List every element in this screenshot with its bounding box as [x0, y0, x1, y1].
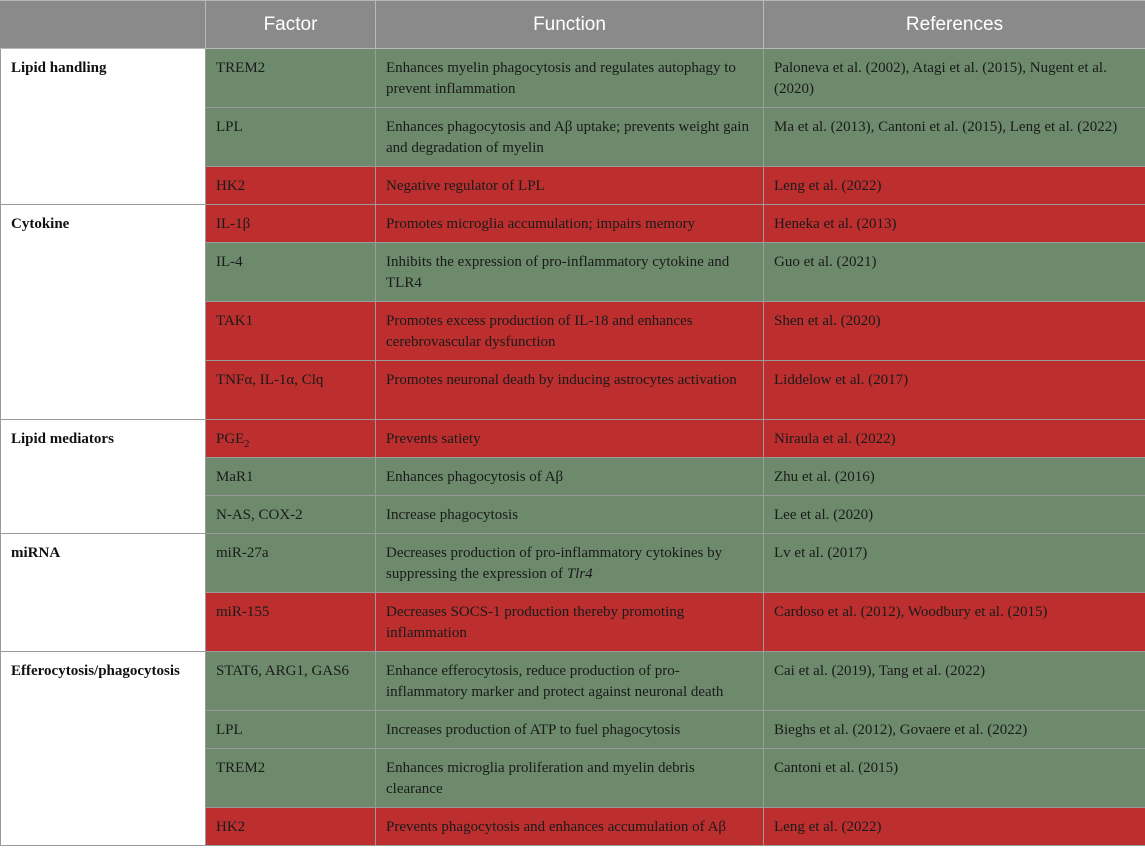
references-cell: Heneka et al. (2013) — [764, 205, 1145, 243]
function-text: Decreases production of pro-inflammatory cytokines by suppressing the expression of — [386, 545, 723, 582]
table-row — [1, 652, 1145, 711]
header-row — [1, 1, 1145, 49]
factor-cell: LPL — [206, 108, 376, 167]
function-cell: Negative regulator of LPL — [376, 167, 764, 205]
table-row — [1, 420, 1145, 458]
factor-cell: MaR1 — [206, 458, 376, 496]
header-category — [1, 1, 206, 49]
references-cell: Leng et al. (2022) — [764, 808, 1145, 846]
table-row — [1, 49, 1145, 108]
function-cell: Inhibits the expression of pro-inflammatory cytokine and TLR4 — [376, 243, 764, 302]
references-cell: Guo et al. (2021) — [764, 243, 1145, 302]
factor-cell: TNFα, IL-1α, Clq — [206, 361, 376, 420]
function-cell: Prevents phagocytosis and enhances accumulation of Aβ — [376, 808, 764, 846]
header-factor: Factor — [206, 1, 376, 49]
references-cell: Shen et al. (2020) — [764, 302, 1145, 361]
function-cell: Promotes microglia accumulation; impairs memory — [376, 205, 764, 243]
function-cell: Prevents satiety — [376, 420, 764, 458]
factor-cell: TAK1 — [206, 302, 376, 361]
category-efferocytosis: Efferocytosis/phagocytosis — [1, 652, 206, 846]
table-row — [1, 205, 1145, 243]
function-cell: Increase phagocytosis — [376, 496, 764, 534]
references-cell: Ma et al. (2013), Cantoni et al. (2015), Leng et al. (2022) — [764, 108, 1145, 167]
factor-cell: TREM2 — [206, 749, 376, 808]
factor-cell: IL-1β — [206, 205, 376, 243]
references-cell: Leng et al. (2022) — [764, 167, 1145, 205]
header-function: Function — [376, 1, 764, 49]
gene-italic: Tlr4 — [566, 566, 593, 582]
category-lipid-mediators: Lipid mediators — [1, 420, 206, 534]
factor-cell: miR-27a — [206, 534, 376, 593]
factor-cell: N-AS, COX-2 — [206, 496, 376, 534]
references-cell: Bieghs et al. (2012), Govaere et al. (2022) — [764, 711, 1145, 749]
factor-cell: TREM2 — [206, 49, 376, 108]
references-cell: Liddelow et al. (2017) — [764, 361, 1145, 420]
function-cell: Enhances microglia proliferation and myelin debris clearance — [376, 749, 764, 808]
category-cytokine: Cytokine — [1, 205, 206, 420]
function-cell: Enhances myelin phagocytosis and regulates autophagy to prevent inflammation — [376, 49, 764, 108]
function-cell: Enhance efferocytosis, reduce production of pro-inflammatory marker and protect against neuronal death — [376, 652, 764, 711]
header-references: References — [764, 1, 1145, 49]
function-cell: Promotes neuronal death by inducing astrocytes activation — [376, 361, 764, 420]
references-cell: Zhu et al. (2016) — [764, 458, 1145, 496]
function-cell: Enhances phagocytosis of Aβ — [376, 458, 764, 496]
factor-subscript: 2 — [244, 439, 250, 450]
category-lipid-handling: Lipid handling — [1, 49, 206, 205]
references-cell: Cardoso et al. (2012), Woodbury et al. (2015) — [764, 593, 1145, 652]
references-cell: Cantoni et al. (2015) — [764, 749, 1145, 808]
factor-cell: miR-155 — [206, 593, 376, 652]
function-cell: Enhances phagocytosis and Aβ uptake; prevents weight gain and degradation of myelin — [376, 108, 764, 167]
references-cell: Paloneva et al. (2002), Atagi et al. (2015), Nugent et al. (2020) — [764, 49, 1145, 108]
references-cell: Cai et al. (2019), Tang et al. (2022) — [764, 652, 1145, 711]
factor-cell: LPL — [206, 711, 376, 749]
function-cell: Promotes excess production of IL-18 and enhances cerebrovascular dysfunction — [376, 302, 764, 361]
factor-text: PGE — [216, 431, 245, 447]
function-cell: Increases production of ATP to fuel phagocytosis — [376, 711, 764, 749]
factor-cell — [206, 420, 376, 458]
factor-cell: HK2 — [206, 808, 376, 846]
category-mirna: miRNA — [1, 534, 206, 652]
factor-cell: STAT6, ARG1, GAS6 — [206, 652, 376, 711]
function-cell — [376, 534, 764, 593]
references-cell: Lee et al. (2020) — [764, 496, 1145, 534]
table-row — [1, 534, 1145, 593]
factor-cell: IL-4 — [206, 243, 376, 302]
function-cell: Decreases SOCS-1 production thereby promoting inflammation — [376, 593, 764, 652]
references-cell: Lv et al. (2017) — [764, 534, 1145, 593]
references-cell: Niraula et al. (2022) — [764, 420, 1145, 458]
factor-cell: HK2 — [206, 167, 376, 205]
